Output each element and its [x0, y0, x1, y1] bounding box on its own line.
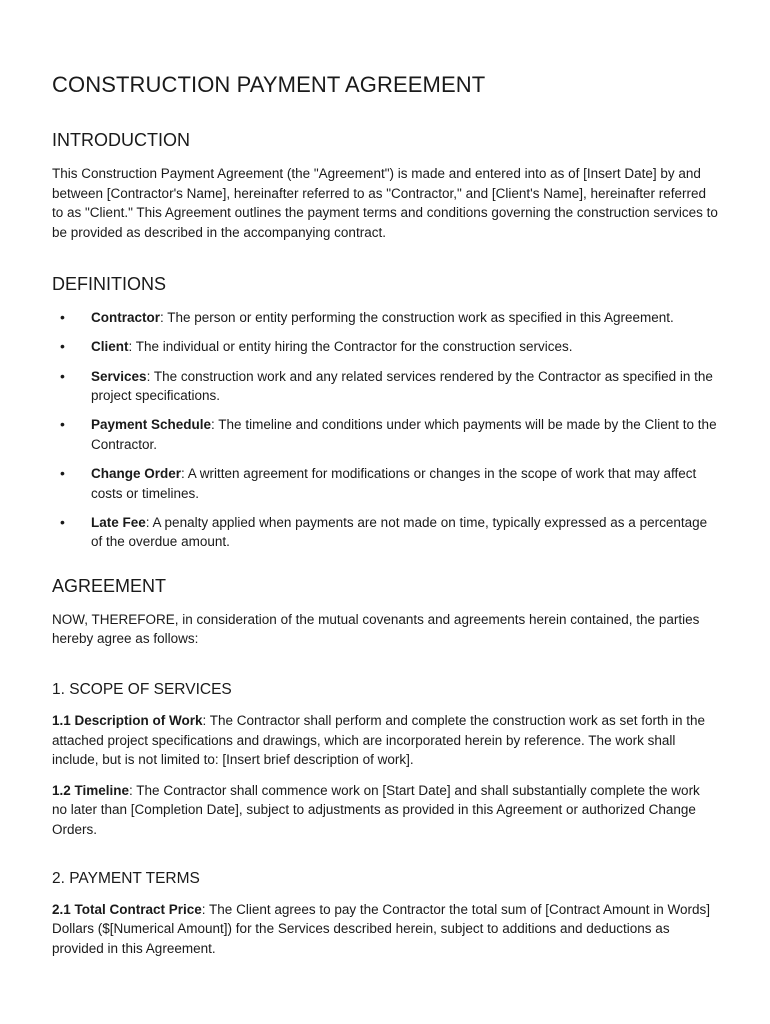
- bullet: •: [60, 416, 65, 433]
- clause-label: 1.2 Timeline: [52, 782, 130, 798]
- definition-text: : The timeline and conditions under which payments will be made by the Client to the Contractor.: [91, 417, 717, 452]
- introduction-heading: INTRODUCTION: [52, 130, 190, 150]
- definition-item-late-fee: [52, 513, 718, 552]
- scope-heading: 1. SCOPE OF SERVICES: [52, 681, 232, 698]
- bullet: •: [60, 464, 65, 481]
- bullet: •: [60, 309, 65, 326]
- definitions-list: [52, 308, 718, 551]
- agreement-body: NOW, THEREFORE, in consideration of the mutual covenants and agreements herein contained, the parties hereby agree as follows:: [52, 611, 700, 647]
- definition-text: : A penalty applied when payments are not made on time, typically expressed as a percentage of the overdue amount.: [91, 514, 708, 550]
- definition-term: Payment Schedule: [91, 417, 212, 433]
- document-title: CONSTRUCTION PAYMENT AGREEMENT: [52, 72, 486, 97]
- bullet: •: [60, 338, 65, 355]
- definition-item-payment-schedule: [52, 415, 718, 454]
- definition-term: Change Order: [91, 465, 182, 481]
- definition-text: : The individual or entity hiring the Contractor for the construction services.: [128, 339, 573, 355]
- clause-label: 1.1 Description of Work: [52, 713, 203, 728]
- definition-term: Services: [91, 368, 147, 384]
- introduction-body: This Construction Payment Agreement (the "Agreement") is made and entered into as of [Insert Date] by and between [Contractor's Name], hereinafter referred to as "Contractor," and [Client's Name], hereinafter referred to as "Client." This Agreement outlines the payment terms and conditions governing the construction services to be provided as described in the accompanying contract.: [52, 166, 718, 240]
- clause-text: : The Contractor shall commence work on [Start Date] and shall substantially complete the work no later than [Completion Date], subject to adjustments as provided in this Agreement or authorized Change Orders.: [52, 782, 700, 837]
- clause-total-contract-price: [52, 900, 718, 959]
- clause-text: : The Client agrees to pay the Contractor the total sum of [Contract Amount in Words] Dollars ($[Numerical Amount]) for the Services described herein, subject to additions and deductions as provided in this Agreement.: [52, 901, 711, 956]
- definition-term: Contractor: [91, 310, 161, 326]
- definition-term: Client: [91, 339, 129, 355]
- bullet: •: [60, 513, 65, 530]
- clause-label: 2.1 Total Contract Price: [52, 901, 202, 917]
- definition-item-contractor: [52, 308, 718, 328]
- clause-text: : The Contractor shall perform and complete the construction work as set forth in the attached project specifications and drawings, which are incorporated herein by reference. The work shall include, but is not limited to: [Insert brief description of work].: [52, 713, 706, 768]
- agreement-heading: AGREEMENT: [52, 575, 167, 596]
- clause-description-of-work: [52, 711, 718, 770]
- definition-item-services: [52, 367, 718, 406]
- definition-term: Late Fee: [91, 514, 146, 530]
- definition-text: : The construction work and any related services rendered by the Contractor as specified in the project specifications.: [91, 368, 713, 404]
- definition-item-client: [52, 337, 718, 357]
- definition-text: : The person or entity performing the construction work as specified in this Agreement.: [160, 310, 674, 326]
- definition-text: : A written agreement for modifications or changes in the scope of work that may affect costs or timelines.: [91, 465, 697, 501]
- payment-terms-heading: 2. PAYMENT TERMS: [52, 869, 200, 887]
- clause-timeline: [52, 781, 718, 840]
- bullet: •: [60, 367, 65, 384]
- definition-item-change-order: [52, 464, 718, 503]
- definitions-heading: DEFINITIONS: [52, 274, 167, 295]
